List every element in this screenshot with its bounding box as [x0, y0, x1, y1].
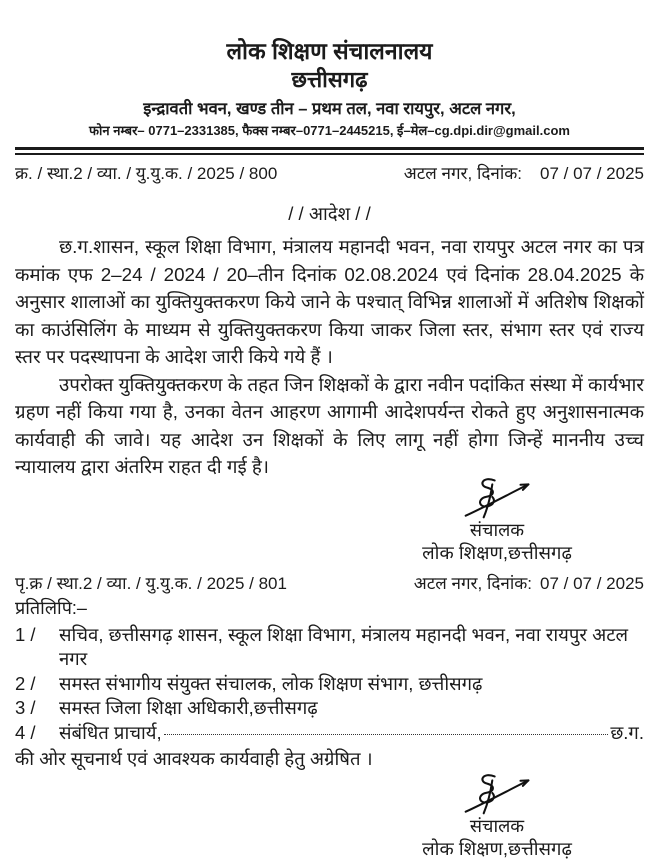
signatory-designation: संचालक: [469, 816, 525, 836]
place-date-label-2: अटल नगर, दिनांक:: [413, 573, 533, 593]
item-text-after: छ.ग.: [610, 721, 644, 743]
place-date-label-1: अटल नगर, दिनांक:: [403, 164, 523, 183]
item-text: सचिव, छत्तीसगढ़ शासन, स्कूल शिक्षा विभाग, मंत्रालय महानदी भवन, नवा रायपुर अटल नगर: [59, 623, 629, 669]
date-value-1: 07 / 07 / 2025: [540, 164, 644, 183]
paragraph-2: उपरोक्त युक्तियुक्तकरण के तहत जिन शिक्षकों के द्वारा नवीन पदांकित संस्था में कार्यभार ग्रहण नहीं किया गया है, उनका वेतन आहरण आगामी आदेशपर्यन्त रोकते हुए अनुशासनात्मक कार्यवाही की जावे। यह आदेश उन शिक्षकों के लिए लागू नहीं होगा जिन्हें माननीय उच्च न्यायालय द्वारा अंतरिम राहत दी गई है।: [15, 373, 644, 477]
list-item: [15, 672, 644, 697]
signature-icon: [437, 475, 557, 522]
org-state: छत्तीसगढ़: [291, 67, 368, 92]
item-text: समस्त संभागीय संयुक्त संचालक, लोक शिक्षण संभाग, छत्तीसगढ़: [59, 672, 483, 694]
forwarding-note: की ओर सूचनार्थ एवं आवश्यक कार्यवाही हेतु अग्रेषित ।: [15, 748, 373, 769]
signatory-office: लोक शिक्षण,छत्तीसगढ़: [422, 838, 572, 859]
reference-number-2: पृ.क्र / स्था.2 / व्या. / यु.यु.क. / 2025 / 801: [15, 573, 287, 593]
reference-number-1: क्र. / स्था.2 / व्या. / यु.यु.क. / 2025 / 800: [15, 164, 278, 183]
org-title: लोक शिक्षण संचालनालय: [226, 38, 433, 64]
list-item: [15, 696, 644, 721]
signature-icon: [437, 771, 557, 818]
reference-line-2: [15, 574, 644, 594]
order-body: [15, 233, 644, 481]
item-number: 3 /: [15, 697, 36, 718]
list-item: [15, 721, 644, 746]
paragraph-1: छ.ग.शासन, स्कूल शिक्षा विभाग, मंत्रालय महानदी भवन, नवा रायपुर अटल नगर का पत्र कमांक एफ 2–24 / 2024 / 20–तीन दिनांक 02.08.2024 एवं दिनांक 28.04.2025 के अनुसार शालाओं का युक्तियुक्तकरण किये जाने के पश्चात् विभिन्न शालाओं में अतिशेष शिक्षकों का काउंसिलिंग के माध्यम से युक्तियुक्तकरण किया जाकर जिला स्तर, संभाग स्तर एवं राज्य स्तर पर पदस्थापना के आदेश जारी किये गये हैं ।: [15, 236, 644, 367]
signature-block-2: [372, 771, 622, 861]
reference-line-1: [15, 164, 644, 184]
list-item: [15, 623, 644, 672]
order-heading: / / आदेश / /: [288, 203, 371, 224]
header-divider: [15, 147, 644, 155]
dotted-fill-line: [164, 734, 609, 735]
item-number: 1 /: [15, 623, 36, 645]
item-text-before: संबंधित प्राचार्य,: [59, 721, 162, 743]
signature-block-1: [372, 475, 622, 565]
signatory-office: लोक शिक्षण,छत्तीसगढ़: [422, 541, 572, 563]
date-value-2: 07 / 07 / 2025: [540, 573, 644, 593]
item-number: 4 /: [15, 721, 36, 743]
copy-to-list: [15, 623, 644, 746]
letterhead: [15, 36, 644, 140]
org-contact: फोन नम्बर– 0771–2331385, फैक्स नम्बर–0771–2445215, ई–मेल–cg.dpi.dir@gmail.com: [89, 123, 570, 138]
signatory-designation: संचालक: [469, 519, 525, 540]
item-text: समस्त जिला शिक्षा अधिकारी,छत्तीसगढ़: [59, 697, 318, 718]
item-number: 2 /: [15, 672, 36, 694]
org-address: इन्द्रावती भवन, खण्ड तीन – प्रथम तल, नवा रायपुर, अटल नगर,: [143, 100, 516, 118]
copy-to-heading: प्रतिलिपि:–: [15, 597, 87, 618]
